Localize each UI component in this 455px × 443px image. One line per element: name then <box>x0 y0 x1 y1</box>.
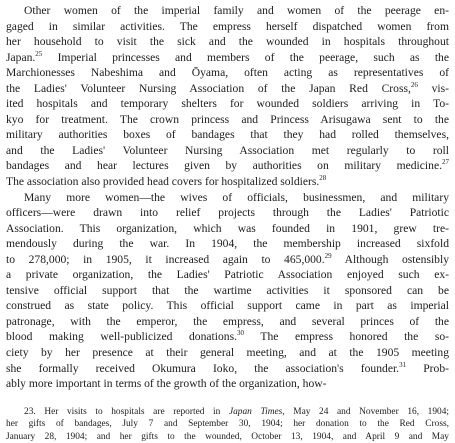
text-line: bandages and hear lectures given by authorities on military medicine.$^{27}$ <box>6 158 449 173</box>
text-line: Other women of the imperial family and women of the peerage en- <box>24 4 449 17</box>
text-line: gaged in similar activities. The empress herself dispatched women from <box>6 19 449 33</box>
text-line: construed as state policy. This official support came in part as imperial <box>6 299 449 313</box>
text-line: kyo for treatment. The crown princess and Princess Arisugawa sent to the <box>6 112 449 126</box>
text-line: Marchionesses Nabeshima and Ōyama, often acting as representatives of <box>6 66 449 80</box>
footnote-line: January 28, 1904; and her gifts to the wounded, October 13, 1904, and April 9 and May <box>6 431 449 442</box>
text-line: The association also provided head covers for hospitalized soldiers.$^{28}$ <box>6 174 327 189</box>
footnote-line: her gifts of bandages, July 7 and September 30, 1904; her donation to the Red Cross, <box>6 419 449 430</box>
footnote-ref: 28 <box>319 174 327 183</box>
text-line: Japan.$^{25}$ Imperial princesses and members of the peerage, such as the <box>6 49 449 64</box>
text-line: and the Ladies' Volunteer Nursing Association met regularly to roll <box>6 143 449 157</box>
footnote-ref: 31 <box>399 360 407 369</box>
footnote-ref: 25 <box>35 49 43 58</box>
text-line: Association. This organization, which was founded in 1901, grew tre- <box>6 221 449 235</box>
text-line: her household to visit the sick and the wounded in hospitals throughout <box>6 35 449 49</box>
paragraph <box>6 3 449 190</box>
footnote-line: 23. Her visits to hospitals are reported in Japan Times, May 24 and November 16, 1904; <box>24 406 449 417</box>
text-line: blood making well-publicized donations.$^{30}$ The empress honored the so- <box>6 329 449 344</box>
text-line: ited hospitals and temporary shelters for wounded soldiers arriving in To- <box>6 97 449 111</box>
footnote-ref: 29 <box>324 251 332 260</box>
text-line: to 278,000; in 1905, it increased again to 465,000.29 Although ostensibly <box>6 251 449 266</box>
footnotes <box>6 406 449 443</box>
text-line: Many more women—the wives of officials, businessmen, and military <box>24 190 449 204</box>
text-line: officers—were drawn into relief projects through the Ladies' Patriotic <box>6 206 449 220</box>
text-line: the Ladies' Volunteer Nursing Association of the Japan Red Cross,$^{26}$ vis- <box>6 80 449 95</box>
body-text <box>6 3 449 392</box>
text-line: ciety by her presence at their general meeting, and at the 1905 meeting <box>6 346 449 360</box>
text-line: military authorities boxes of bandages that they had rolled themselves, <box>6 128 449 142</box>
text-line: mendously during the war. In 1904, the membership increased sixfold <box>6 237 449 251</box>
footnote-ref: 27 <box>442 158 449 167</box>
text-line: ably more important in terms of the growth of the organization, how- <box>6 377 327 391</box>
footnote-ref: 30 <box>237 329 244 338</box>
text-line: she formally received Okumura Ioko, the association's founder.$^{31}$ Prob- <box>6 360 449 375</box>
paragraph <box>6 190 449 392</box>
text-line: tensive official support that the wartime activities it sponsored can be <box>6 283 449 297</box>
italic-title: Japan Times <box>228 406 283 417</box>
footnote-ref: 26 <box>410 80 418 89</box>
text-line: a private organization, the Ladies' Patriotic Association enjoyed such ex- <box>6 268 449 282</box>
text-line: patronage, with the emperor, the empress, and several princes of the <box>6 314 449 328</box>
